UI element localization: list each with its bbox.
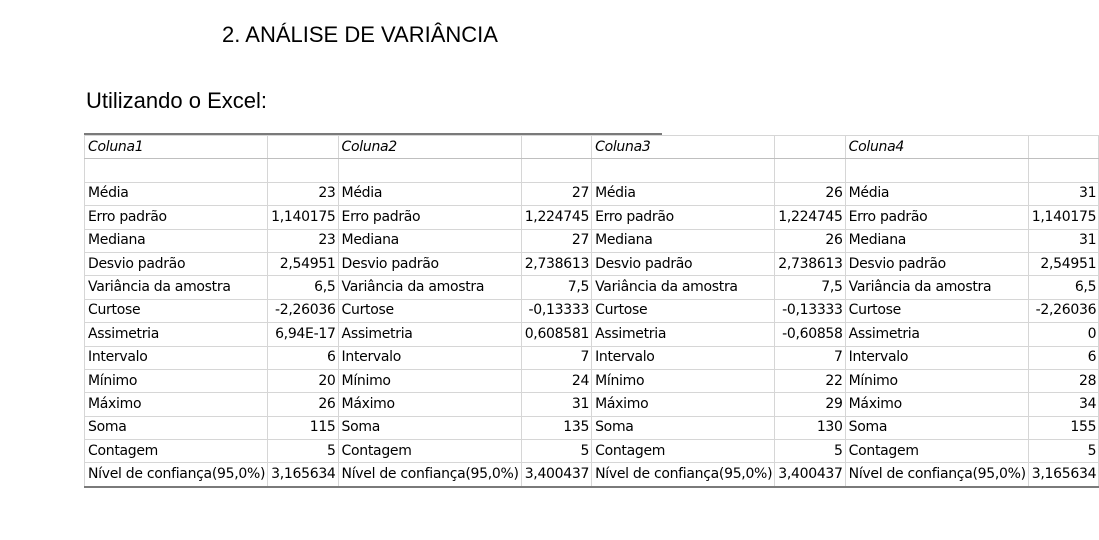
slide-title: 2. ANÁLISE DE VARIÂNCIA (222, 22, 498, 47)
empty-cell (592, 159, 775, 182)
table-row (85, 346, 1099, 369)
statistic-label-cell: Assimetria (338, 323, 521, 346)
empty-cell (845, 159, 1028, 182)
statistic-value-cell: 7,5 (775, 276, 845, 299)
statistic-label-cell: Desvio padrão (592, 252, 775, 275)
statistic-label-cell: Assimetria (592, 323, 775, 346)
statistic-value-cell: 5 (1028, 440, 1098, 463)
statistic-value-cell: 31 (521, 393, 591, 416)
statistic-label-cell: Desvio padrão (85, 252, 268, 275)
statistic-value-cell: 1,224745 (775, 206, 845, 229)
statistic-value-cell: 26 (775, 229, 845, 252)
table-row (85, 369, 1099, 392)
empty-cell (521, 159, 591, 182)
statistic-value-cell: 155 (1028, 416, 1098, 439)
table-row (85, 393, 1099, 416)
column-header: Coluna4 (845, 136, 1028, 159)
empty-cell (521, 136, 591, 159)
statistic-label-cell: Máximo (85, 393, 268, 416)
statistic-label-cell: Intervalo (592, 346, 775, 369)
statistic-value-cell: 2,738613 (521, 252, 591, 275)
statistic-label-cell: Mediana (85, 229, 268, 252)
empty-cell (775, 159, 845, 182)
statistic-value-cell: 5 (775, 440, 845, 463)
statistic-value-cell: 3,165634 (1028, 463, 1098, 487)
statistic-label-cell: Contagem (592, 440, 775, 463)
empty-cell (85, 159, 268, 182)
table-row (85, 206, 1099, 229)
statistic-label-cell: Mínimo (338, 369, 521, 392)
table-row (85, 229, 1099, 252)
statistic-label-cell: Contagem (845, 440, 1028, 463)
statistic-value-cell: 23 (268, 229, 338, 252)
statistic-label-cell: Desvio padrão (338, 252, 521, 275)
statistic-value-cell: 7,5 (521, 276, 591, 299)
statistic-label-cell: Nível de confiança(95,0%) (845, 463, 1028, 487)
statistic-label-cell: Erro padrão (592, 206, 775, 229)
statistic-value-cell: 20 (268, 369, 338, 392)
statistic-label-cell: Soma (845, 416, 1028, 439)
statistic-label-cell: Mínimo (592, 369, 775, 392)
statistic-value-cell: 6 (268, 346, 338, 369)
table-row (85, 440, 1099, 463)
statistic-label-cell: Intervalo (338, 346, 521, 369)
slide-subtitle: Utilizando o Excel: (86, 88, 267, 113)
statistic-value-cell: 5 (268, 440, 338, 463)
statistic-value-cell: 3,165634 (268, 463, 338, 487)
statistic-value-cell: 0,608581 (521, 323, 591, 346)
statistic-value-cell: 0 (1028, 323, 1098, 346)
statistic-label-cell: Erro padrão (85, 206, 268, 229)
statistic-label-cell: Máximo (338, 393, 521, 416)
column-header: Coluna2 (338, 136, 521, 159)
statistic-value-cell: -0,13333 (775, 299, 845, 322)
statistic-label-cell: Média (592, 182, 775, 205)
statistic-label-cell: Erro padrão (338, 206, 521, 229)
statistic-value-cell: 115 (268, 416, 338, 439)
statistic-label-cell: Curtose (845, 299, 1028, 322)
statistic-label-cell: Média (338, 182, 521, 205)
header-row (85, 136, 1099, 159)
statistic-label-cell: Assimetria (85, 323, 268, 346)
table-row (85, 276, 1099, 299)
statistic-label-cell: Variância da amostra (845, 276, 1028, 299)
statistic-label-cell: Curtose (85, 299, 268, 322)
statistic-value-cell: -0,13333 (521, 299, 591, 322)
statistic-value-cell: 7 (775, 346, 845, 369)
statistic-value-cell: 6,5 (268, 276, 338, 299)
statistic-label-cell: Mínimo (85, 369, 268, 392)
statistic-value-cell: 3,400437 (521, 463, 591, 487)
statistic-label-cell: Nível de confiança(95,0%) (592, 463, 775, 487)
statistic-label-cell: Média (845, 182, 1028, 205)
statistic-label-cell: Máximo (592, 393, 775, 416)
empty-cell (268, 136, 338, 159)
statistic-value-cell: 24 (521, 369, 591, 392)
statistic-label-cell: Mediana (592, 229, 775, 252)
statistic-label-cell: Nível de confiança(95,0%) (338, 463, 521, 487)
statistic-label-cell: Curtose (338, 299, 521, 322)
statistic-value-cell: 23 (268, 182, 338, 205)
table-row (85, 299, 1099, 322)
statistic-label-cell: Soma (85, 416, 268, 439)
statistic-value-cell: 6 (1028, 346, 1098, 369)
statistic-value-cell: -0,60858 (775, 323, 845, 346)
statistic-label-cell: Curtose (592, 299, 775, 322)
statistic-label-cell: Erro padrão (845, 206, 1028, 229)
statistic-label-cell: Variância da amostra (338, 276, 521, 299)
statistic-value-cell: 7 (521, 346, 591, 369)
statistic-label-cell: Mínimo (845, 369, 1028, 392)
statistic-value-cell: 26 (775, 182, 845, 205)
statistic-value-cell: 2,54951 (1028, 252, 1098, 275)
empty-cell (338, 159, 521, 182)
column-header: Coluna3 (592, 136, 775, 159)
descriptive-statistics-table (84, 135, 1099, 488)
table-row (85, 463, 1099, 487)
statistic-value-cell: 28 (1028, 369, 1098, 392)
spreadsheet-image (84, 133, 1097, 483)
table-row (85, 252, 1099, 275)
statistic-value-cell: 1,140175 (268, 206, 338, 229)
statistic-value-cell: -2,26036 (1028, 299, 1098, 322)
statistic-label-cell: Mediana (338, 229, 521, 252)
blank-row (85, 159, 1099, 182)
statistic-label-cell: Soma (338, 416, 521, 439)
column-header: Coluna1 (85, 136, 268, 159)
empty-cell (268, 159, 338, 182)
statistic-value-cell: 1,140175 (1028, 206, 1098, 229)
empty-cell (1028, 136, 1098, 159)
statistic-label-cell: Variância da amostra (592, 276, 775, 299)
statistic-value-cell: 22 (775, 369, 845, 392)
statistic-label-cell: Assimetria (845, 323, 1028, 346)
statistic-label-cell: Soma (592, 416, 775, 439)
statistic-value-cell: 3,400437 (775, 463, 845, 487)
statistic-label-cell: Intervalo (85, 346, 268, 369)
statistic-label-cell: Contagem (85, 440, 268, 463)
statistic-value-cell: 31 (1028, 182, 1098, 205)
empty-cell (775, 136, 845, 159)
statistic-value-cell: 5 (521, 440, 591, 463)
empty-cell (1028, 159, 1098, 182)
table-row (85, 323, 1099, 346)
statistic-value-cell: 6,5 (1028, 276, 1098, 299)
table-row (85, 182, 1099, 205)
statistic-value-cell: -2,26036 (268, 299, 338, 322)
statistic-label-cell: Desvio padrão (845, 252, 1028, 275)
statistic-value-cell: 2,738613 (775, 252, 845, 275)
statistic-value-cell: 135 (521, 416, 591, 439)
statistic-value-cell: 2,54951 (268, 252, 338, 275)
statistic-value-cell: 27 (521, 182, 591, 205)
statistic-label-cell: Mediana (845, 229, 1028, 252)
statistic-label-cell: Média (85, 182, 268, 205)
statistic-label-cell: Contagem (338, 440, 521, 463)
statistic-label-cell: Intervalo (845, 346, 1028, 369)
statistic-value-cell: 6,94E-17 (268, 323, 338, 346)
statistic-value-cell: 34 (1028, 393, 1098, 416)
statistic-value-cell: 27 (521, 229, 591, 252)
statistic-value-cell: 26 (268, 393, 338, 416)
statistic-value-cell: 130 (775, 416, 845, 439)
statistic-label-cell: Variância da amostra (85, 276, 268, 299)
statistic-value-cell: 29 (775, 393, 845, 416)
statistic-value-cell: 1,224745 (521, 206, 591, 229)
table-row (85, 416, 1099, 439)
statistic-value-cell: 31 (1028, 229, 1098, 252)
statistic-label-cell: Nível de confiança(95,0%) (85, 463, 268, 487)
statistic-label-cell: Máximo (845, 393, 1028, 416)
